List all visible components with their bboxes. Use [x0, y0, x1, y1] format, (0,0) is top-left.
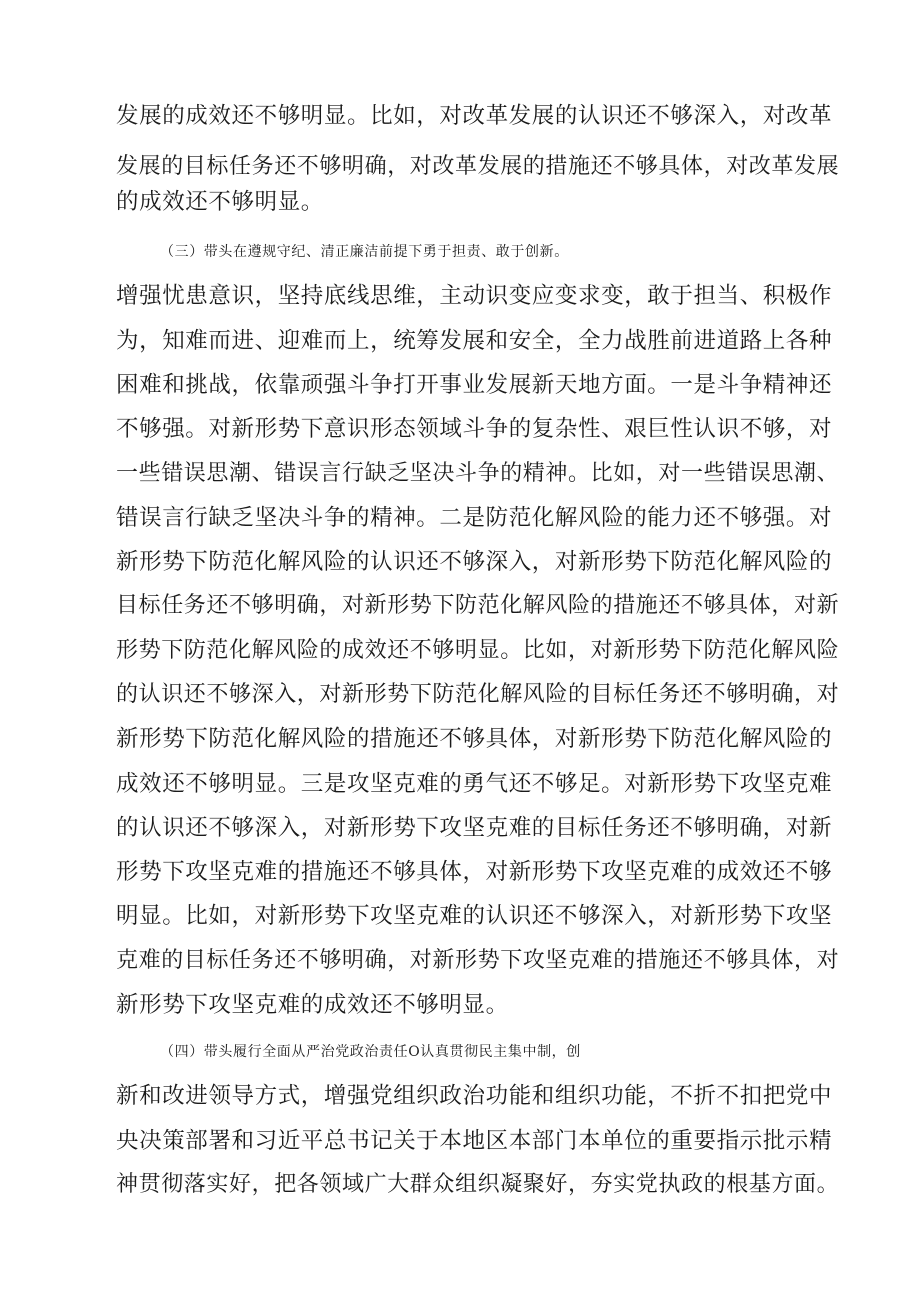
text-line: 目标任务还不够明确，对新形势下防范化解风险的措施还不够具体，对新: [116, 593, 840, 618]
text-line: 的认识还不够深入，对新形势下攻坚克难的目标任务还不够明确，对新: [116, 815, 833, 841]
text-line: 新形势下防范化解风险的措施还不够具体，对新形势下防范化解风险的: [116, 726, 833, 752]
text-line: 克难的目标任务还不够明确，对新形势下攻坚克难的措施还不够具体，对: [116, 948, 840, 973]
text-line: 新形势下攻坚克难的成效还不够明显。: [116, 992, 509, 1018]
text-line: 成效还不够明显。三是攻坚克难的勇气还不够足。对新形势下攻坚克难: [116, 771, 833, 797]
text-line: 神贯彻落实好，把各领域广大群众组织凝聚好，夯实党执政的根基方面。: [116, 1172, 840, 1197]
text-line: 错误言行缺乏坚决斗争的精神。二是防范化解风险的能力还不够强。对: [116, 505, 833, 531]
text-line: 形势下防范化解风险的成效还不够明显。比如，对新形势下防范化解风险: [116, 638, 840, 663]
text-line: 央决策部署和习近平总书记关于本地区本部门本单位的重要指示批示精: [116, 1128, 833, 1154]
text-line: 增强忧患意识，坚持底线思维，主动识变应变求变，敢于担当、积极作: [116, 283, 833, 309]
text-line: 的成效还不够明显。: [116, 189, 324, 215]
text-line: 困难和挑战，依靠顽强斗争打开事业发展新天地方面。一是斗争精神还: [116, 372, 833, 398]
section-heading: （四）带头履行全面从严治党政治责任O认真贯彻民主集中制，创: [160, 1044, 581, 1060]
text-line: 不够强。对新形势下意识形态领域斗争的复杂性、艰巨性认识不够，对: [116, 416, 833, 442]
section-heading: （三）带头在遵规守纪、清正廉洁前提下勇于担责、敢于创新。: [160, 244, 569, 260]
text-line: 明显。比如，对新形势下攻坚克难的认识还不够深入，对新形势下攻坚: [116, 903, 833, 929]
text-line: 为，知难而进、迎难而上，统筹发展和安全，全力战胜前进道路上各种: [116, 328, 833, 354]
text-line: 一些错误思潮、错误言行缺乏坚决斗争的精神。比如，对一些错误思潮、: [116, 461, 840, 486]
text-line: 形势下攻坚克难的措施还不够具体，对新形势下攻坚克难的成效还不够: [116, 859, 833, 885]
text-line: 新形势下防范化解风险的认识还不够深入，对新形势下防范化解风险的: [116, 549, 833, 575]
text-line: 的认识还不够深入，对新形势下防范化解风险的目标任务还不够明确，对: [116, 682, 840, 707]
text-line: 发展的目标任务还不够明确，对改革发展的措施还不够具体，对改革发展: [116, 154, 840, 179]
text-line: 新和改进领导方式，增强党组织政治功能和组织功能，不折不扣把党中: [116, 1083, 833, 1109]
text-line: 发展的成效还不够明显。比如，对改革发展的认识还不够深入，对改革: [116, 103, 833, 129]
